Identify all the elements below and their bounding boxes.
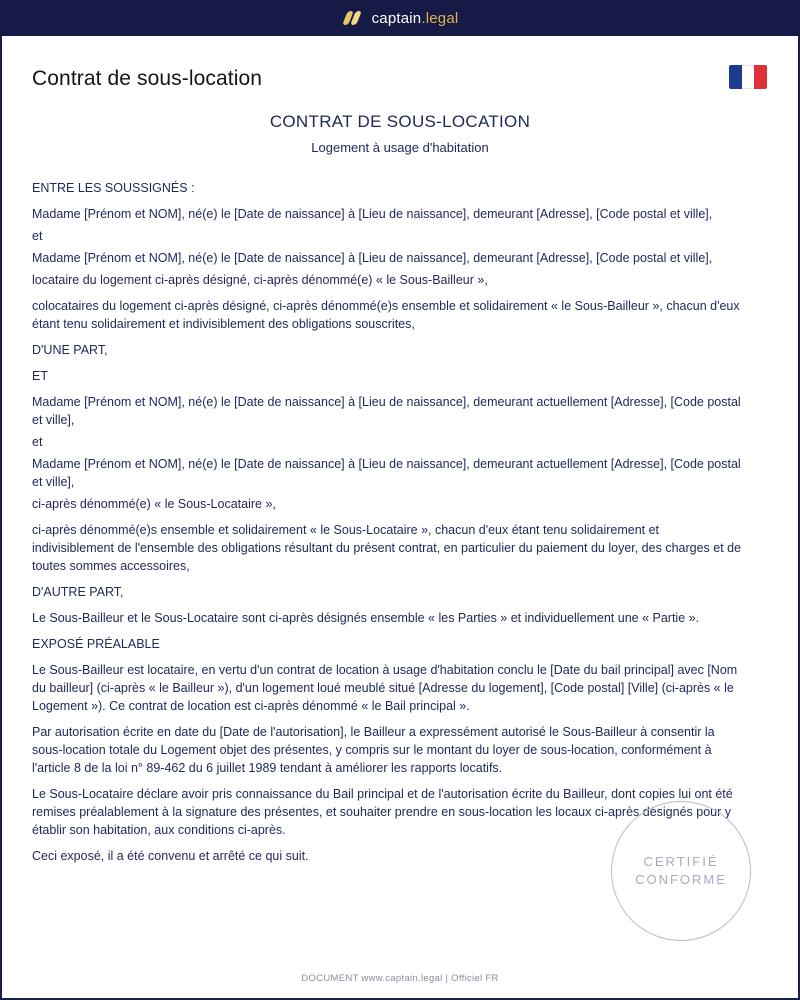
paragraph-colocataires-designation: colocataires du logement ci-après désigné, ci-après dénommé(e)s ensemble et solidairement « le Sous-Bailleur », chacun d'eux étant tenu solidairement et indivisiblement des obligations souscrites, bbox=[32, 299, 740, 331]
paragraph-sous-bailleur-1: Madame [Prénom et NOM], né(e) le [Date de naissance] à [Lieu de naissance], demeurant [Adresse], [Code postal et ville], bbox=[32, 207, 713, 221]
paragraph-et: et bbox=[32, 229, 43, 243]
paragraph-d-autre-part: D'AUTRE PART, bbox=[32, 585, 124, 599]
document-heading bbox=[2, 112, 798, 155]
paragraph-sous-locataire-2: Madame [Prénom et NOM], né(e) le [Date de naissance] à [Lieu de naissance], demeurant actuellement [Adresse], [Code postal et ville], bbox=[32, 457, 741, 489]
document-body bbox=[32, 179, 744, 873]
brand[interactable] bbox=[342, 10, 459, 27]
document-footer: DOCUMENT www.captain.legal | Officiel FR bbox=[301, 973, 499, 984]
captain-legal-logo-icon bbox=[342, 10, 362, 26]
paragraph-sous-bailleur-2: Madame [Prénom et NOM], né(e) le [Date de naissance] à [Lieu de naissance], demeurant [Adresse], [Code postal et ville], bbox=[32, 251, 713, 265]
paragraph-parties-heading: ENTRE LES SOUSSIGNÉS : bbox=[32, 181, 195, 195]
section-heading-expose-prealable: EXPOSÉ PRÉALABLE bbox=[32, 637, 160, 651]
paragraph-sous-locataire-designation: ci-après dénommé(e) « le Sous-Locataire », bbox=[32, 497, 276, 511]
paragraph-declaration-sous-locataire: Le Sous-Locataire déclare avoir pris connaissance du Bail principal et de l'autorisation écrite du Bailleur, dont copies lui ont été remises préalablement à la signature des présentes, et souhaiter prendre en sous-location les locaux ci-après désignés pour y établir son habitation, aux conditions ci-après. bbox=[32, 787, 733, 837]
paragraph-sous-locataire-1: Madame [Prénom et NOM], né(e) le [Date de naissance] à [Lieu de naissance], demeurant actuellement [Adresse], [Code postal et ville], bbox=[32, 395, 741, 427]
brand-name bbox=[372, 10, 459, 27]
paragraph-et-upper: ET bbox=[32, 369, 48, 383]
paragraph-et-2: et bbox=[32, 435, 43, 449]
paragraph-sous-locataires-designation: ci-après dénommé(e)s ensemble et solidairement « le Sous-Locataire », chacun d'eux étant tenu solidairement et indivisiblement de l'ensemble des obligations résultant du présent contrat, en particulier du paiement du loyer, des charges et de toutes sommes accessoires, bbox=[32, 523, 742, 573]
brand-name-prefix: captain bbox=[371, 9, 422, 27]
brand-name-suffix: .legal bbox=[421, 9, 459, 27]
stamp-line-1: CERTIFIÉ bbox=[643, 854, 719, 869]
paragraph-autorisation: Par autorisation écrite en date du [Date de l'autorisation], le Bailleur a expressément autorisé le Sous-Bailleur à consentir la sous-location totale du Logement objet des présentes, y compris sur le montant du loyer de sous-location, conformément à l'article 8 de la loi n° 89-462 du 6 juillet 1989 tendant à améliorer les rapports locatifs. bbox=[32, 725, 715, 775]
paragraph-parties-definition: Le Sous-Bailleur et le Sous-Locataire sont ci-après désignés ensemble « les Parties » et individuellement une « Partie ». bbox=[32, 611, 700, 625]
document-title: CONTRAT DE SOUS-LOCATION bbox=[269, 112, 531, 131]
certified-stamp bbox=[611, 801, 751, 941]
document-subtitle: Logement à usage d'habitation bbox=[311, 140, 489, 155]
document-sheet bbox=[2, 36, 798, 998]
paragraph-locataire-designation: locataire du logement ci-après désigné, ci-après dénommé(e) « le Sous-Bailleur », bbox=[32, 273, 488, 287]
paragraph-ceci-expose: Ceci exposé, il a été convenu et arrêté ce qui suit. bbox=[32, 849, 309, 863]
page-title: Contrat de sous-location bbox=[32, 67, 263, 90]
france-flag-icon[interactable] bbox=[729, 65, 767, 89]
stamp-line-2: CONFORME bbox=[635, 872, 727, 887]
top-bar bbox=[0, 0, 800, 36]
paragraph-bail-principal: Le Sous-Bailleur est locataire, en vertu d'un contrat de location à usage d'habitation conclu le [Date du bail principal] avec [Nom du bailleur] (ci-après « le Bailleur »), d'un logement loué meublé situé [Adresse du logement], [Code postal] [Ville] (ci-après « le Logement »). Ce contrat de location est ci-après dénommé « le Bail principal ». bbox=[32, 663, 738, 713]
paragraph-d-une-part: D'UNE PART, bbox=[32, 343, 108, 357]
